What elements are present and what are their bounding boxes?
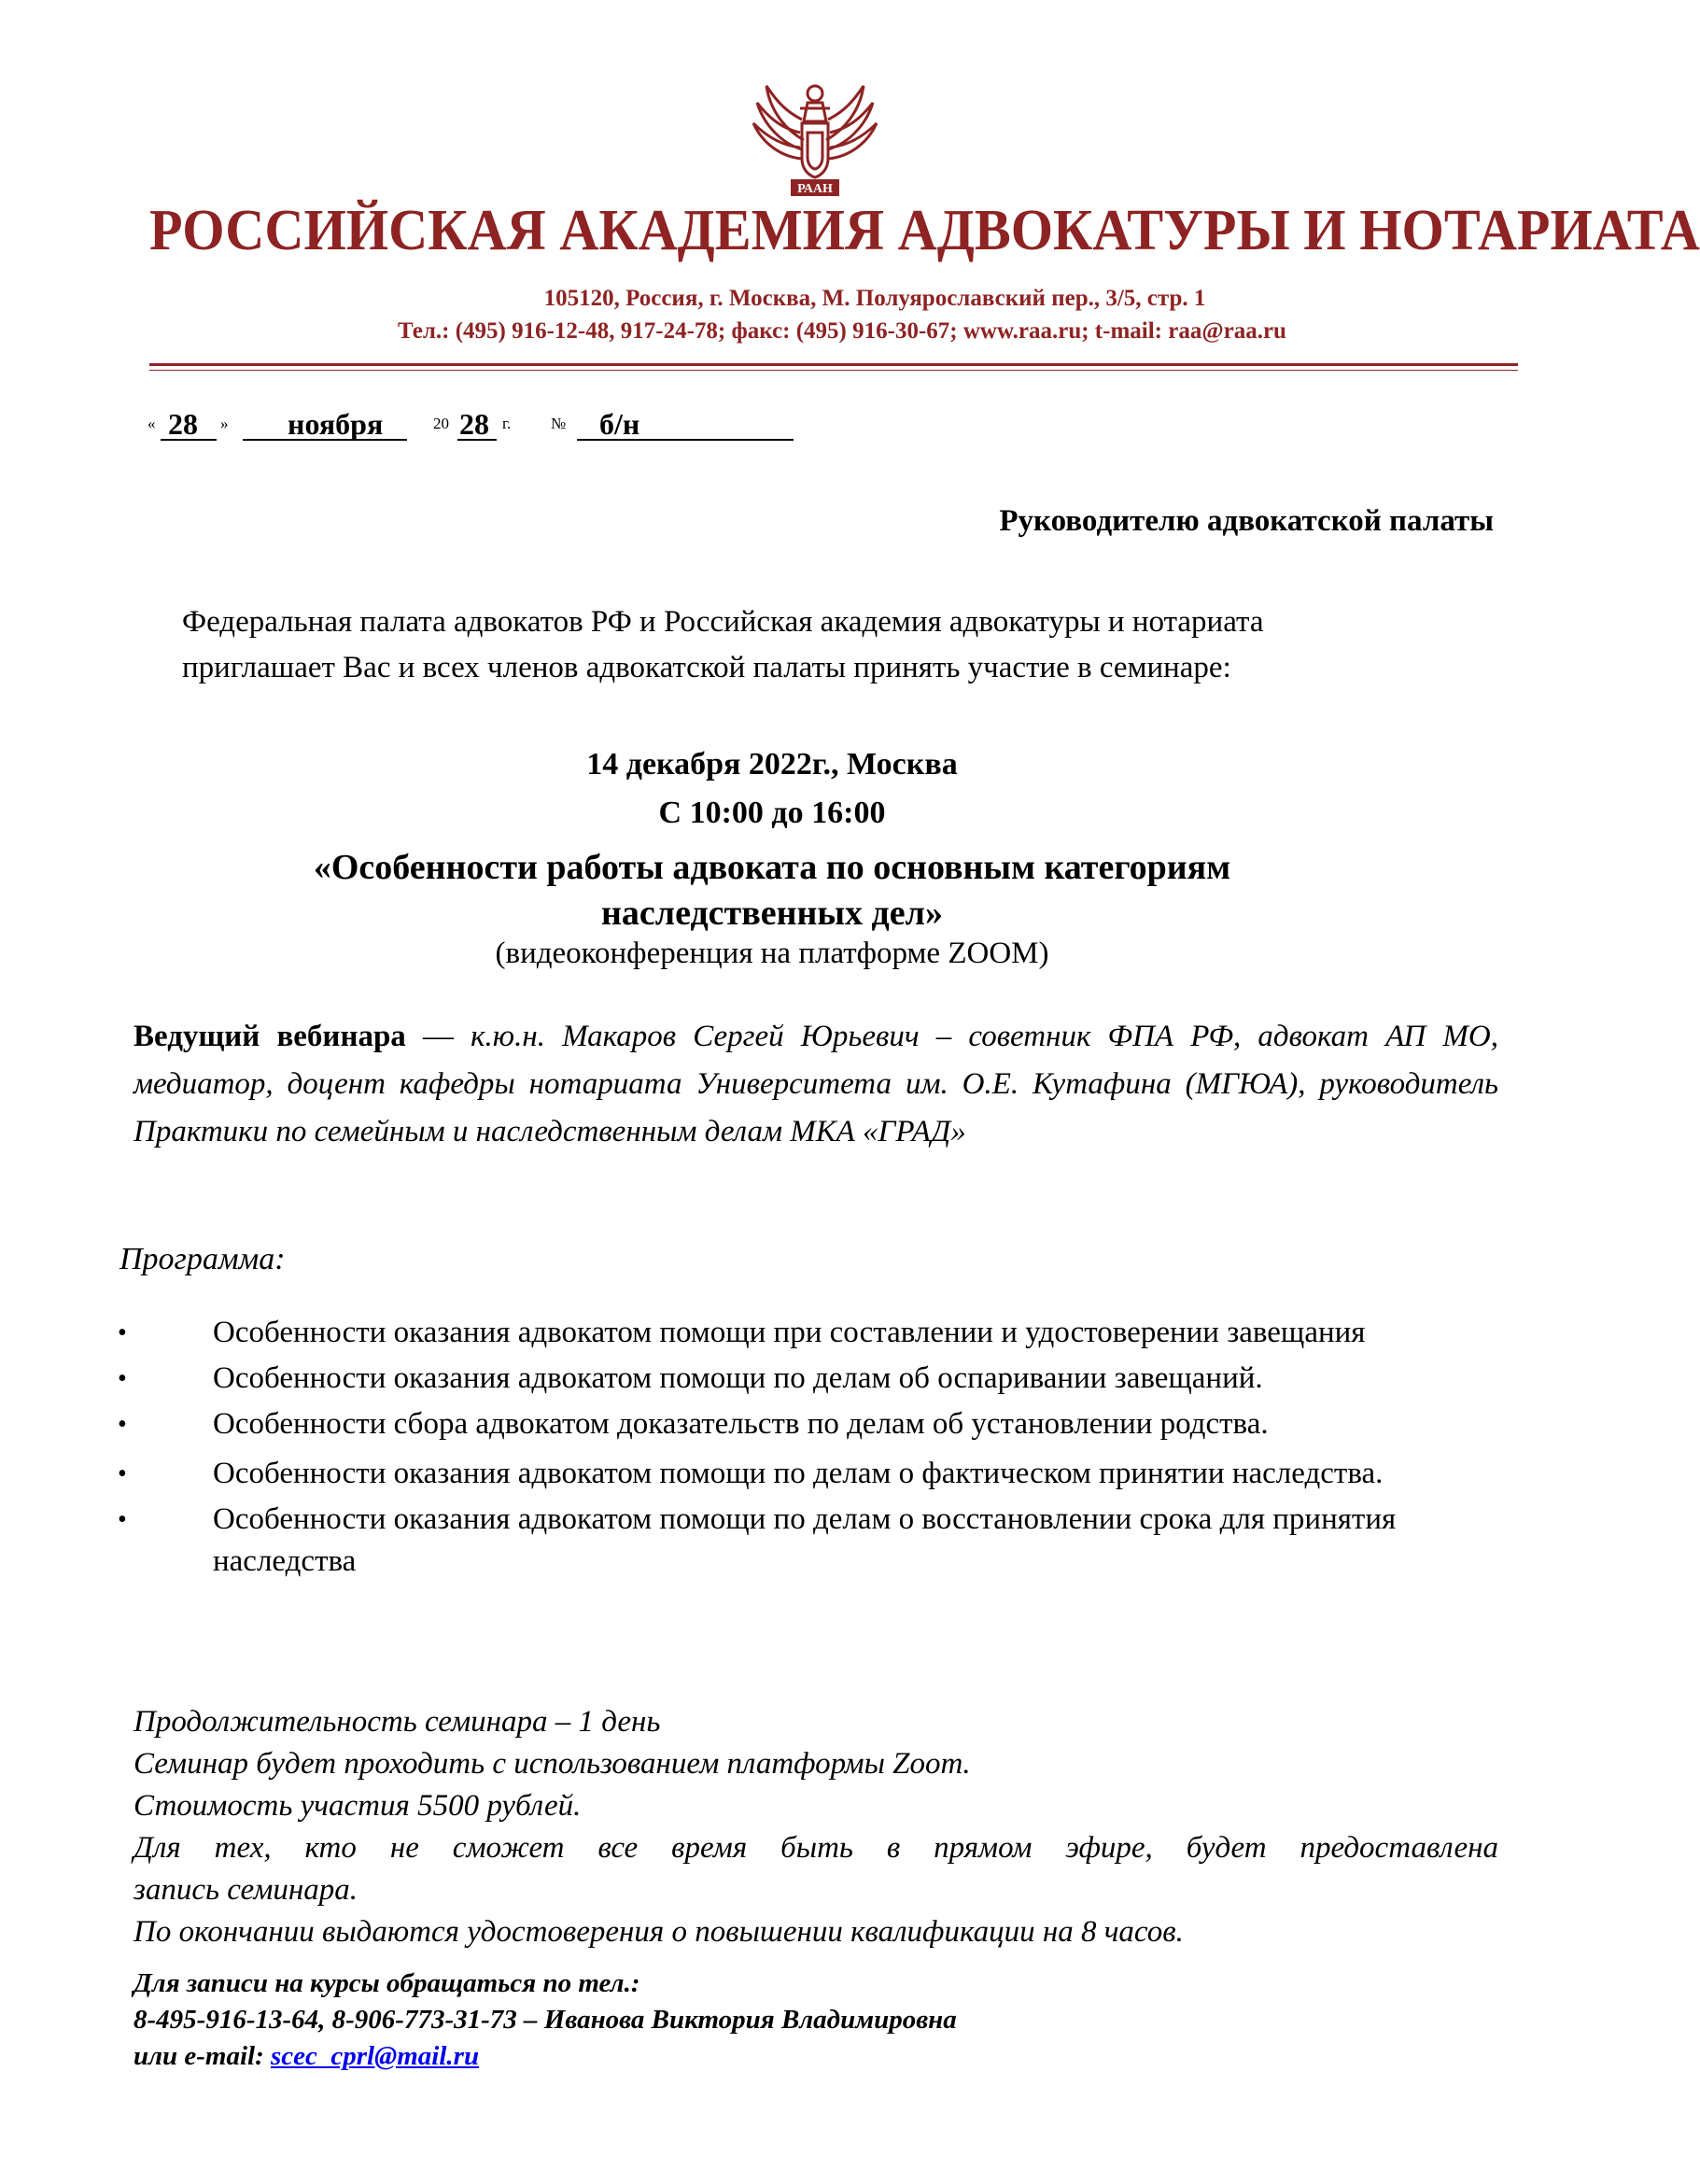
organization-contacts: Тел.: (495) 916-12-48, 917-24-78; факс: (495) 916-30-67; www.raa.ru; t-mail: raa@raa.ru: [398, 318, 1286, 344]
bullet-icon: •: [118, 1364, 127, 1393]
program-list: [112, 1312, 1512, 1586]
date-month: ноября: [288, 407, 384, 441]
event-date: 14 декабря 2022г., Москва: [586, 747, 958, 782]
seminar-recording-line-1: Для тех, кто не сможет все время быть в прямом эфире, будет предоставлена: [133, 1831, 1498, 1865]
program-label: Программа:: [119, 1242, 286, 1276]
seminar-details: [133, 1701, 1498, 1953]
emblem-label: РААН: [797, 182, 833, 196]
recipient: Руководителю адвокатской палаты: [999, 504, 1494, 538]
list-item: [112, 1499, 1512, 1583]
document-number: б/н: [599, 407, 640, 441]
bullet-icon: •: [118, 1410, 127, 1439]
date-year-suffix: г.: [502, 415, 512, 432]
seminar-platform: Семинар будет проходить с использованием платформы Zoom.: [133, 1747, 971, 1781]
seminar-recording-line-2: запись семинара.: [133, 1873, 358, 1907]
lecturer-dash: —: [405, 1020, 471, 1053]
date-open-quote: «: [148, 415, 156, 432]
program-item-text: Особенности оказания адвокатом помощи по делам о фактическом принятии наследства.: [213, 1457, 1384, 1490]
bullet-icon: •: [118, 1459, 127, 1488]
organization-name: РОССИЙСКАЯ АКАДЕМИЯ АДВОКАТУРЫ И НОТАРИАТА: [149, 199, 1700, 262]
event-format-note: (видеоконференция на платформе ZOOM): [495, 937, 1049, 970]
contact-email-line: [133, 2038, 1498, 2075]
date-year: 28: [459, 407, 489, 441]
list-item: [112, 1403, 1512, 1445]
event-title-line-1: «Особенности работы адвоката по основным категориям: [313, 848, 1231, 887]
event-title: [0, 845, 1544, 937]
event-title-line-2: наследственных дел»: [601, 894, 943, 933]
registration-contact: [133, 1966, 1498, 2075]
intro-line-2: приглашает Вас и всех членов адвокатской палаты принять участие в семинаре:: [182, 651, 1231, 684]
seminar-certificate: По окончании выдаются удостоверения о повышении квалификации на 8 часов.: [133, 1915, 1184, 1949]
number-underline: [577, 439, 794, 441]
program-item-text: Особенности оказания адвокатом помощи по делам об оспаривании завещаний.: [213, 1361, 1263, 1395]
list-item: [112, 1312, 1512, 1354]
letterhead-divider-thick: [149, 363, 1518, 366]
date-year-prefix: 20: [433, 415, 449, 432]
seminar-price: Стоимость участия 5500 рублей.: [133, 1789, 582, 1823]
academy-emblem-icon: [722, 65, 908, 205]
document-date-number-line: [148, 407, 820, 444]
list-item: [112, 1453, 1512, 1495]
organization-address: 105120, Россия, г. Москва, М. Полуярославский пер., 3/5, стр. 1: [543, 286, 1206, 311]
seminar-duration: Продолжительность семинара – 1 день: [133, 1705, 661, 1739]
day-underline: [161, 439, 217, 441]
program-item-text: Особенности оказания адвокатом помощи при составлении и удостоверении завещания: [213, 1316, 1366, 1349]
date-day: 28: [168, 407, 198, 441]
event-time: С 10:00 до 16:00: [658, 796, 886, 830]
program-item-text: Особенности оказания адвокатом помощи по делам о восстановлении срока для принятия наследства: [213, 1502, 1397, 1578]
list-item: [112, 1358, 1512, 1400]
bullet-icon: •: [118, 1505, 127, 1534]
intro-paragraph: [182, 599, 1508, 691]
contact-email-prefix: или e-mail:: [133, 2041, 271, 2071]
lecturer-description: к.ю.н. Макаров Сергей Юрьевич – советник ФПА РФ, адвокат АП МО, медиатор, доцент кафедры нотариата Университета им. О.Е. Кутафина (МГЮА), руководитель Практики по семейным и наследственным делам МКА «ГРАД»: [133, 1020, 1499, 1148]
contact-email-link[interactable]: scec_cprl@mail.ru: [271, 2041, 480, 2071]
program-item-text: Особенности сбора адвокатом доказательств по делам об установлении родства.: [213, 1407, 1269, 1441]
date-close-quote: »: [220, 415, 229, 432]
letterhead-divider-thin: [149, 370, 1518, 371]
number-sign: №: [551, 415, 567, 432]
contact-phones: 8-495-916-13-64, 8-906-773-31-73 – Иванова Виктория Владимировна: [133, 2005, 957, 2035]
lecturer-label: Ведущий вебинара: [133, 1020, 406, 1053]
intro-line-1: Федеральная палата адвокатов РФ и Российская академия адвокатуры и нотариата: [182, 605, 1264, 639]
bullet-icon: •: [118, 1318, 127, 1347]
contact-heading: Для записи на курсы обращаться по тел.:: [133, 1968, 640, 1998]
year-underline: [457, 439, 497, 441]
lecturer-paragraph: [133, 1013, 1498, 1156]
